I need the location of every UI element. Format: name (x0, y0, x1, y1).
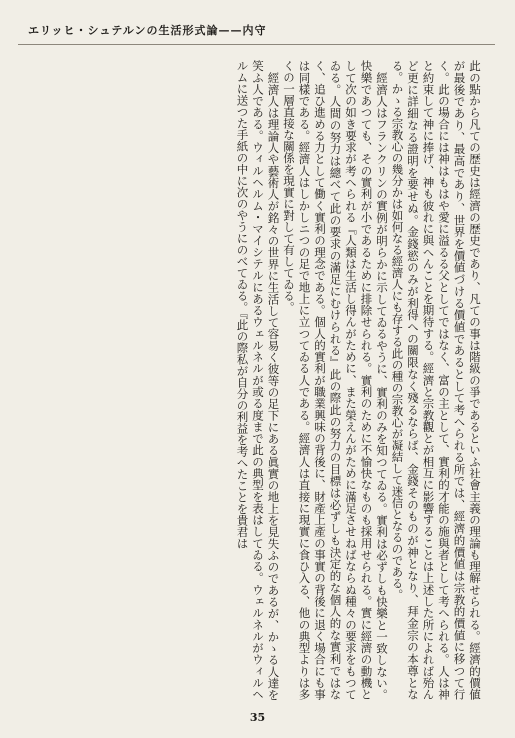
paragraph-1: 此の點から凡ての歴史は經濟の歴史であり、凡ての事は階級の爭であるといふ社會主義の理論も理解せられる。經濟的價値が最後であり、最高であり、世界を價値づける價値であるとして考へられる所では、經濟的價値は宗教的價値に移つて行く。此の場合には神はもはや愛に溢るる父としてではなく、富の主として、實利的才能の施與者として考へられる。人は神と約束して神に捧げ、神も彼れに與へんことを期待する。經濟と宗教觀とが相互に影響することは上述した所によれば殆んど更に詳細なる證明を要せぬ。金錢慾のみが利得への關限なく殘るならば、金錢そのものが神となり、拜金宗の本尊となる。かゝる宗教心の幾分かは如何なる經濟人にも存する此の種の宗教心が凝結して迷信となるのである。 (390, 60, 482, 700)
running-header: エリッヒ・シュテルンの生活形式論——内守 (28, 24, 267, 37)
body-text (44, 60, 482, 700)
paragraph-2: 經濟人はフランクリンの實例が明らかに示してゐるやうに、實利のみを知つてゐる。實利は必ずしも快樂と一致しない。快樂であつても、その實利が小であるために排除せられる。實利のために不愉快なものも採用せられる。實に經濟の動機として次の如き要求が考へられる『人類は生活し得んがために、また榮えんがために滿足させねばならぬ種々の要求をもつてゐる。人間の努力は總べて此の要求の滿足にむけられる』此の際此の努力の目標は必ずしも決定的な個人的な實利ではなく、追ひ進める力として働く實利の理念である。個人的實利が職業興味の背後に、財產上產の事實の背後に退く場合にも事は同樣である。經濟人はしかしニつの足で地上に立つてゐる人である。經濟人は直接に現實に食ひ入る、他の典型よりは多くの一層直接な關係を現實に對して有してゐる。 (282, 60, 389, 700)
header-rule (18, 44, 495, 45)
page-number: 35 (249, 711, 266, 724)
paragraph-3: 經濟人は理論人や藝術人が銘々の世界に生活して容易く彼等の足下にある眞實の地上を見失ふのであるが、かゝる人達を笑ふ人である。ウィルヘルム・マイシテルにあるウェルネルが或る度まで此の典型を表はしてゐる。ウェルネルがウィルヘルムに送つた手紙の中に次のやうにのべてゐる。『此の際私が自分の利益を考へたことを貴君は (235, 60, 281, 700)
